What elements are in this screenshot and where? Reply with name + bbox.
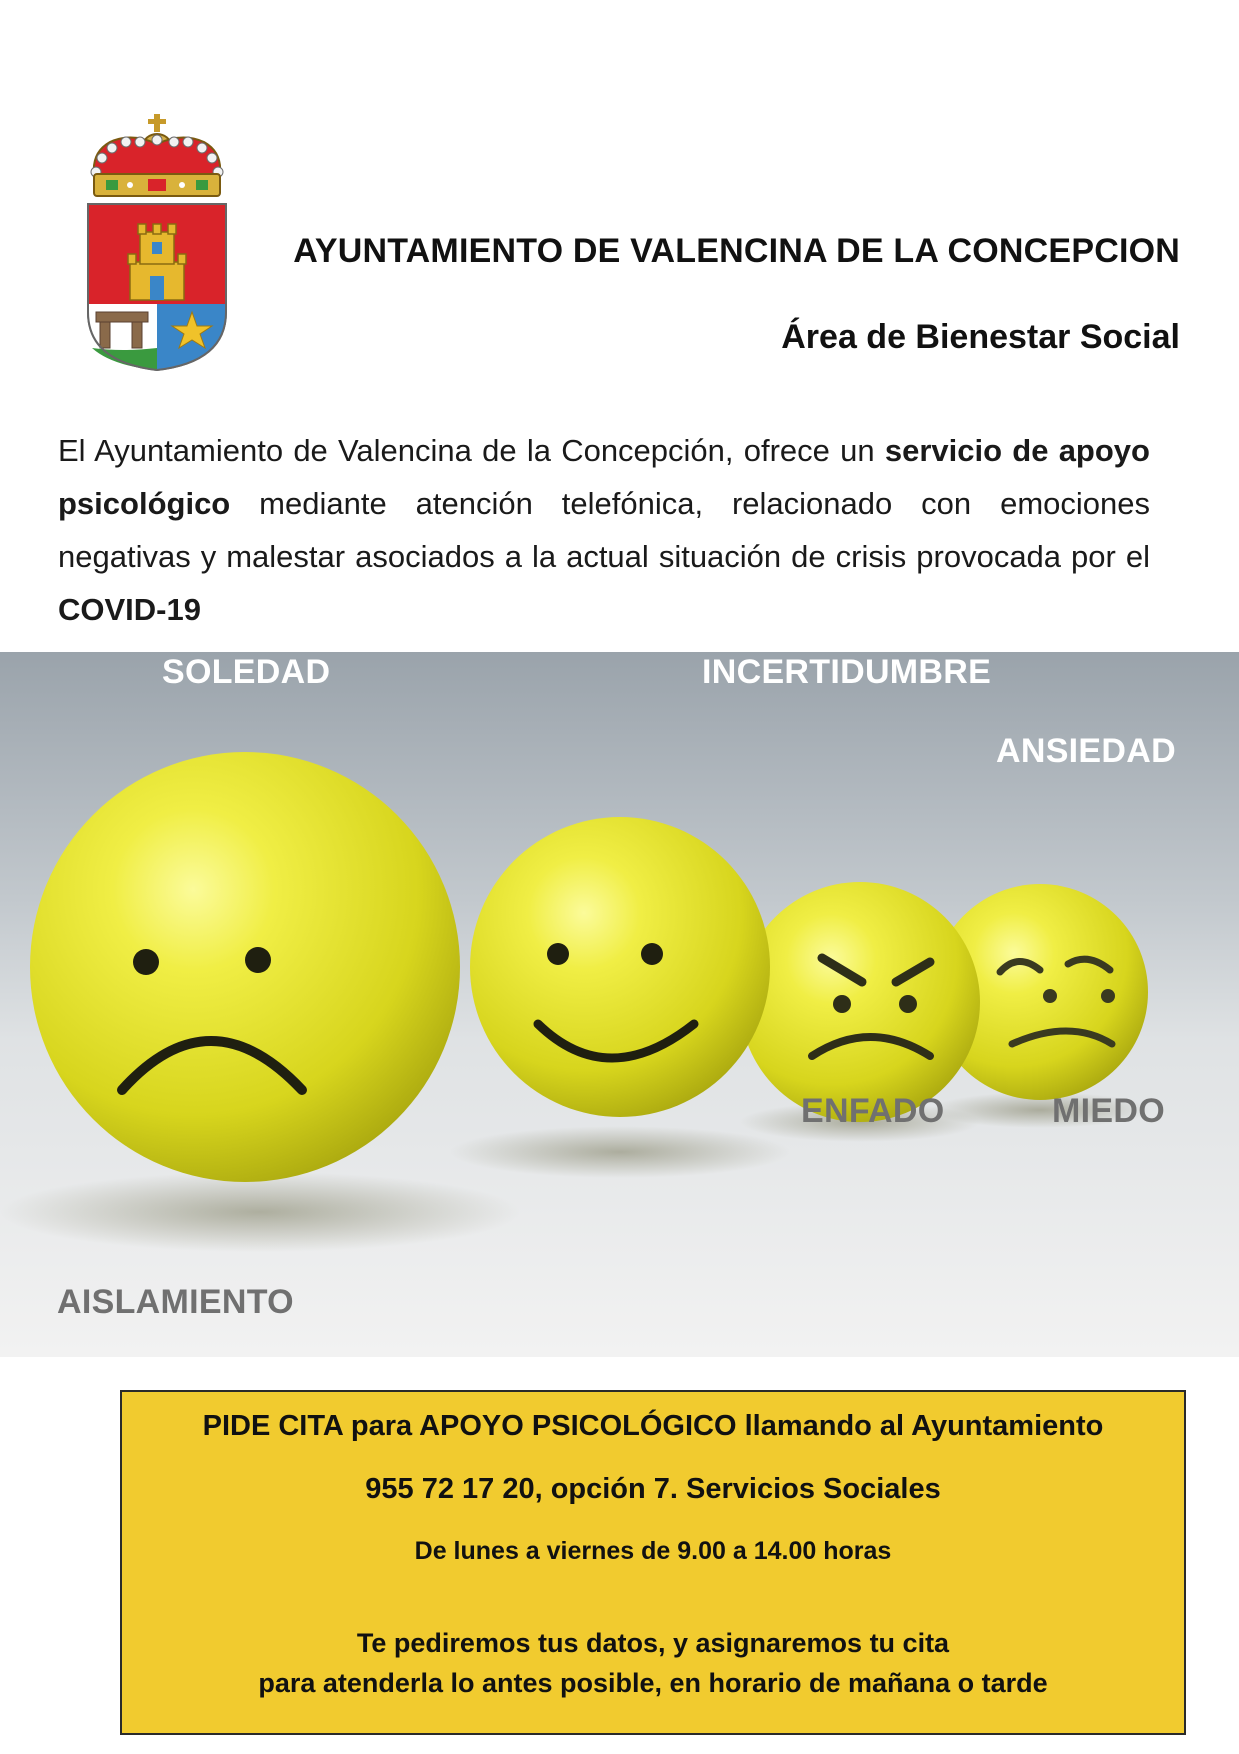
angry-smiley-icon: [740, 882, 980, 1122]
intro-text-1: El Ayuntamiento de Valencina de la Concepción, ofrece un: [58, 433, 885, 468]
emotion-label-incertidumbre: INCERTIDUMBRE: [702, 653, 992, 691]
emotion-label-aislamiento: AISLAMIENTO: [57, 1283, 294, 1321]
page-subtitle: Área de Bienestar Social: [781, 318, 1180, 356]
coat-of-arms-logo: [82, 112, 232, 374]
emotions-photo: [0, 652, 1239, 1357]
emotion-label-soledad: SOLEDAD: [162, 653, 331, 691]
shield-icon: [88, 204, 226, 370]
callbox-line-1: PIDE CITA para APOYO PSICOLÓGICO llamando al Ayuntamiento: [202, 1410, 1104, 1442]
callbox-line-4: Te pediremos tus datos, y asignaremos tu cita: [356, 1628, 950, 1658]
intro-bold-covid: COVID-19: [58, 592, 201, 627]
page-title: AYUNTAMIENTO DE VALENCINA DE LA CONCEPCION: [293, 232, 1180, 270]
crown-icon: [91, 114, 223, 196]
callbox-hours-line: De lunes a viernes de 9.00 a 14.00 horas: [414, 1537, 892, 1565]
emotion-label-ansiedad: ANSIEDAD: [996, 732, 1176, 770]
intro-text-2: mediante atención telefónica, relacionado con emociones negativas y malestar asociados a la actual situación de crisis provocada por el: [58, 486, 1150, 574]
intro-paragraph: [58, 424, 1150, 636]
emotion-label-miedo: MIEDO: [1052, 1092, 1165, 1130]
appointment-info-box: [120, 1390, 1186, 1735]
callbox-line-5: para atenderla lo antes posible, en horario de mañana o tarde: [258, 1668, 1048, 1698]
intro-bold-service: servicio de apoyo psicológico: [58, 433, 1150, 521]
sad-smiley-icon: [30, 752, 460, 1182]
emotion-label-enfado: ENFADO: [801, 1092, 945, 1130]
callbox-phone-line: 955 72 17 20, opción 7. Servicios Sociales: [365, 1473, 941, 1505]
happy-smiley-icon: [470, 817, 770, 1117]
